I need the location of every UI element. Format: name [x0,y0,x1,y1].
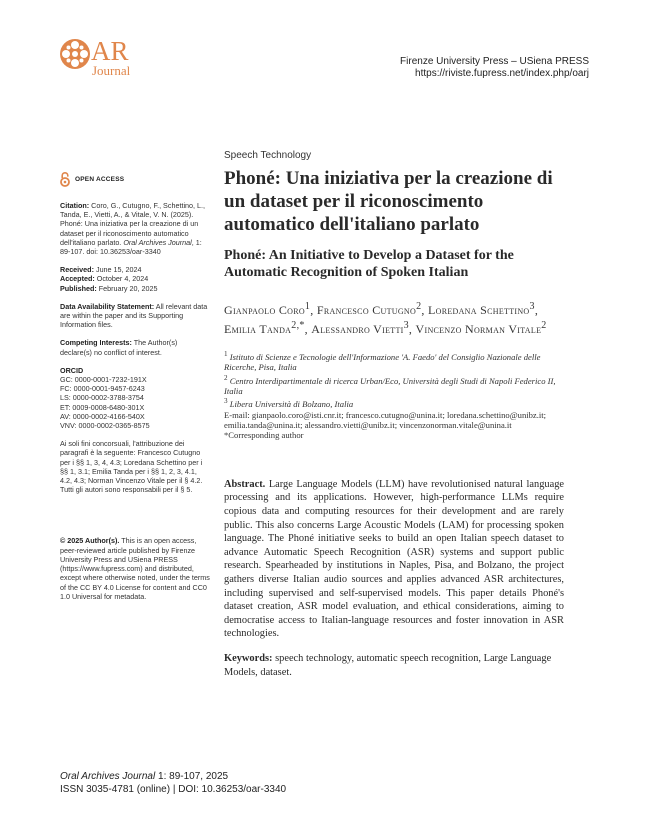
affiliation: $^3$ Libera Università di Bolzano, Italia [224,397,354,410]
author: Francesco Cutugno$^2$, [316,301,428,317]
keywords [224,652,564,679]
logo-subtext: Journal [92,63,131,78]
competing-text: The Author(s) declare(s) no conflict of interest. [60,338,178,357]
page-footer [60,770,286,796]
affiliation: $^1$ Istituto di Scienze e Tecnologie dell'Informazione 'A. Faedo' del Consiglio Nazionale delle Ricerche, Pisa, Italia [224,350,541,373]
footer-issn: ISSN 3035-4781 (online) | DOI: 10.36253/oar-3340 [60,784,287,795]
author: Alessandro Vietti$^3$, [311,320,416,336]
article-category: Speech Technology [224,150,312,161]
orcid-item: ET: 0009-0008-6480-301X [60,402,145,412]
corresponding-note: *Corresponding author [224,430,304,441]
copyright-notice [60,536,210,600]
accepted-date: October 4, 2024 [96,274,149,284]
orcid-item: LS: 0000-0002-3788-3754 [60,393,144,403]
citation [60,201,210,256]
open-access-label: OPEN ACCESS [75,175,125,183]
accepted-label: Accepted: [60,274,95,284]
orcid-label: ORCID [60,365,84,375]
author: Emilia Tanda$^{2,*}$, [224,320,312,336]
published-date: February 20, 2025 [98,283,158,293]
footer-journal: Oral Archives Journal 1: 89-107, 2025 [60,771,229,782]
open-access-lock-icon [60,172,70,187]
abstract-text: Large Language Models (LLM) have revolutionised natural language processing and its applications. However, high-performance LLMs require copious data and computing resources for their development and are rarely public. This also concerns Large Acoustic Models (LAM) for processing spoken language. The Phoné initiative seeks to build an open Italian speech dataset to advance Automatic Speech Recognition (ASR) systems and support public research. Spearheaded by institutions in Naples, Pisa, and Bolzano, the project gathers diverse Italian audio sources and applies advanced ASR architectures, including supervised and self-supervised models. This paper details Phoné's dataset creation, ASR model evaluation, and ethical considerations, aiming to democratise access to Italian-language resources and foster innovation in ASR technologies. [224,478,564,640]
orcid-item: GC: 0000-0001-7232-191X [60,375,147,385]
journal-logo [58,37,148,81]
citation-journal: Oral Archives Journal [123,237,192,247]
publisher-name: Firenze University Press – USiena PRESS [400,56,589,67]
keywords-text: speech technology, automatic speech recognition, Large Language Models, dataset. [224,652,552,678]
article-subtitle: Phoné: An Initiative to Develop a Dataset for the Automatic Recognition of Spoken Italian [224,248,514,280]
orcid-item: AV: 0000-0002-4166-540X [60,411,145,421]
competing-label: Competing Interests: [60,338,132,348]
article-sidebar [60,172,210,610]
open-access-badge [60,172,210,187]
published-label: Published: [60,283,97,293]
citation-text: Coro, G., Cutugno, F., Schettino, L., Tanda, E., Vietti, A., & Vitale, V. N. (2025). Phoné: Una iniziativa per la creazione di un dataset per il riconoscimento automatico dell'italiano parlato. [60,201,206,247]
author: Gianpaolo Coro$^1$, [224,301,317,317]
author: Vincenzo Norman Vitale$^2$ [415,320,547,336]
publisher-url[interactable]: https://riviste.fupress.net/index.php/oarj [415,68,589,79]
data-availability-label: Data Availability Statement: [60,301,155,311]
author-list [224,299,564,337]
copyright-label: © 2025 Author(s). [60,536,120,546]
keywords-label: Keywords: [224,652,273,664]
data-availability [60,302,210,330]
copyright-text: This is an open access, peer-reviewed article published by Firenze University Press and USiena PRESS (https://www.fupress.com) and distributed, except where otherwise noted, under the terms of the CC BY 4.0 License for content and CC0 1.0 Universal for metadata. [60,536,210,601]
affiliation: $^2$ Centro Interdipartimentale di ricerca Urban/Eco, Università degli Studi di Napoli Federico II, Italia [224,373,556,396]
film-reel-icon [58,37,92,71]
affiliations [224,349,564,441]
publisher-info [400,56,589,80]
citation-doi: , 1: 89-107. doi: 10.36253/oar-3340 [60,237,202,257]
author: Loredana Schettino$^3$, [428,301,539,317]
abstract-label: Abstract. [224,478,266,490]
article-dates [60,265,210,293]
data-availability-text: All relevant data are within the paper and its Supporting Information files. [60,301,208,330]
orcid-item: FC: 0000-0001-9457-6243 [60,384,145,394]
received-date: June 15, 2024 [95,265,142,275]
logo-text: AR [91,36,129,66]
competing-interests [60,338,210,356]
orcid-item: VNV: 0000-0002-0365-8575 [60,421,150,431]
received-label: Received: [60,265,94,275]
citation-label: Citation: [60,201,90,210]
abstract [224,478,564,641]
author-emails[interactable]: E-mail: gianpaolo.coro@isti.cnr.it; francesco.cutugno@unina.it; loredana.schettino@unibz.it; emilia.tanda@unina.it; alessandro.vietti@unibz.it; vincenzonorman.vitale@unina.it [224,409,547,431]
article-title: Phoné: Una iniziativa per la creazione di un dataset per il riconoscimento automatico dell'italiano parlato [224,168,553,235]
article-main [224,150,564,679]
paragraph-attribution: Ai soli fini concorsuali, l'attribuzione dei paragrafi è la seguente: Francesco Cutugno per i §§ 1, 3, 4, 4.3; Loredana Schettino per i §§ 1, 3.1; Emilia Tanda per i §§ 1, 2, 3, 4.1, 4.2, 4.3; Norman Vincenzo Vitale per il § 4.2. Tutti gli autori sono responsabili per il § 5. [60,439,203,495]
orcid-list [60,366,210,430]
